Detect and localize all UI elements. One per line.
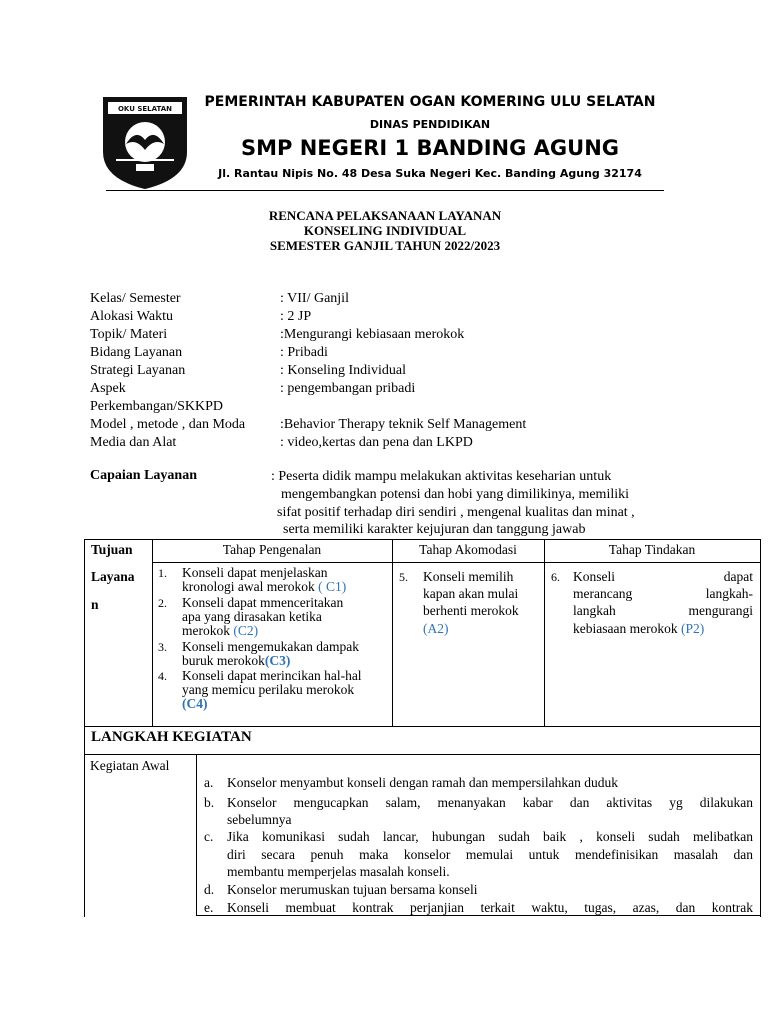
objective-code: ( C1) (314, 579, 347, 594)
activity-item: Konselor mengucapkan salam, menanyakan kabar dan aktivitas yg dilakukan (227, 795, 753, 810)
activity-item: membantu memperjelas masalah konseli. (227, 864, 450, 879)
list-number: 1. (158, 566, 167, 580)
regency-logo (96, 90, 194, 190)
table-border (152, 539, 153, 726)
table-border (84, 754, 761, 755)
list-item: yang memicu perilaku merokok (182, 682, 355, 697)
header-government: PEMERINTAH KABUPATEN OGAN KOMERING ULU SELATAN (204, 94, 656, 110)
list-item: berhenti merokok (423, 603, 519, 618)
capaian-text: mengembangkan potensi dan hobi yang dimilikinya, memiliki (281, 487, 629, 502)
capaian-text: : Peserta didik mampu melakukan aktivitas keseharian untuk (271, 469, 612, 484)
tujuan-label: n (91, 597, 99, 612)
logo-lettering: OKU SELATAN (117, 105, 173, 113)
table-border (84, 726, 761, 727)
info-label: Perkembangan/SKKPD (90, 399, 223, 414)
header-department: DINAS PENDIDIKAN (369, 118, 491, 131)
activity-letter: a. (204, 775, 214, 790)
objective-code: (A2) (423, 621, 449, 636)
list-item: buruk merokok (182, 653, 265, 668)
activity-letter: d. (204, 882, 215, 897)
list-number: 4. (158, 669, 167, 683)
capaian-text: serta memiliki karakter kejujuran dan tanggung jawab (283, 522, 586, 537)
tujuan-label: Layana (91, 569, 135, 584)
list-item: Konseli dapat menjelaskan (182, 565, 328, 580)
info-value: :Behavior Therapy teknik Self Management (280, 417, 527, 432)
langkah-kegiatan-heading: LANGKAH KEGIATAN (91, 729, 252, 745)
table-border (152, 562, 761, 563)
column-header-tindakan: Tahap Tindakan (608, 542, 696, 557)
list-number: 5. (399, 570, 408, 584)
table-border (544, 539, 545, 726)
info-label: Topik/ Materi (90, 327, 168, 342)
document-title-line2: KONSELING INDIVIDUAL (303, 223, 467, 238)
info-label: Media dan Alat (90, 435, 177, 450)
activity-letter: b. (204, 795, 215, 810)
activity-letter: e. (204, 900, 214, 915)
list-number: 3. (158, 640, 167, 654)
activity-item: sebelumnya (227, 812, 292, 827)
list-item: merokok (182, 623, 230, 638)
info-label: Bidang Layanan (90, 345, 183, 360)
table-border (84, 539, 85, 917)
table-border (760, 539, 761, 917)
info-label: Strategi Layanan (90, 363, 186, 378)
info-label: Alokasi Waktu (90, 309, 173, 324)
objective-code: (P2) (680, 621, 705, 636)
info-value: : Pribadi (280, 345, 328, 360)
activity-item: Konseli membuat kontrak perjanjian terkait waktu, tugas, azas, dan kontrak (227, 900, 753, 915)
list-item: langkah mengurangi (573, 603, 753, 618)
document-title-line3: SEMESTER GANJIL TAHUN 2022/2023 (269, 238, 501, 253)
info-value: : video,kertas dan pena dan LKPD (280, 435, 473, 450)
table-border (392, 539, 393, 726)
kegiatan-awal-label: Kegiatan Awal (90, 758, 170, 773)
list-item: kebiasaan merokok (573, 621, 678, 636)
info-value: :Mengurangi kebiasaan merokok (280, 327, 465, 342)
header-address: Jl. Rantau Nipis No. 48 Desa Suka Negeri Kec. Banding Agung 32174 (218, 167, 642, 180)
objective-code: (C3) (264, 653, 291, 668)
list-item: Konseli dapat merincikan hal-hal (182, 668, 362, 683)
info-value: : pengembangan pribadi (280, 381, 416, 396)
activity-item: Konselor merumuskan tujuan bersama konseli (227, 882, 478, 897)
capaian-label: Capaian Layanan (90, 468, 197, 483)
list-number: 6. (551, 570, 560, 584)
list-number: 2. (158, 596, 167, 610)
activity-letter: c. (204, 829, 214, 844)
activity-item: Jika komunikasi sudah lancar, hubungan sudah baik , konseli sudah melibatkan (227, 829, 753, 844)
objective-code: (C4) (182, 696, 208, 711)
activity-item: Konselor menyambut konseli dengan ramah dan mempersilahkan duduk (227, 775, 619, 790)
info-label: Kelas/ Semester (90, 291, 181, 306)
header-school-name: SMP NEGERI 1 BANDING AGUNG (241, 136, 619, 160)
list-item: Konseli dapat mmenceritakan (182, 595, 344, 610)
list-item: kapan akan mulai (423, 586, 519, 601)
tujuan-label: Tujuan (91, 542, 133, 557)
info-label: Model , metode , dan Moda (90, 417, 246, 432)
capaian-text: sifat positif terhadap diri sendiri , mengenal kualitas dan minat , (277, 505, 635, 520)
list-item: merancang langkah- (573, 586, 753, 601)
header-divider (106, 190, 664, 191)
list-item: Konseli mengemukakan dampak (182, 639, 359, 654)
info-label: Aspek (90, 381, 126, 396)
activity-item: diri secara penuh maka konselor memulai untuk mendefinisikan masalah dan (227, 847, 753, 862)
document-title-line1: RENCANA PELAKSANAAN LAYANAN (268, 208, 502, 223)
list-item: Konseli memilih (423, 569, 514, 584)
table-border (84, 539, 761, 540)
info-value: : VII/ Ganjil (280, 291, 349, 306)
list-item: Konseli dapat (573, 569, 753, 584)
list-item: apa yang dirasakan ketika (182, 609, 322, 624)
column-header-pengenalan: Tahap Pengenalan (222, 542, 322, 557)
table-border (196, 754, 197, 916)
objective-code: (C2) (230, 623, 259, 638)
column-header-akomodasi: Tahap Akomodasi (419, 542, 517, 557)
info-value: : 2 JP (280, 309, 312, 324)
info-value: : Konseling Individual (280, 363, 406, 378)
list-item: kronologi awal merokok (182, 579, 315, 594)
